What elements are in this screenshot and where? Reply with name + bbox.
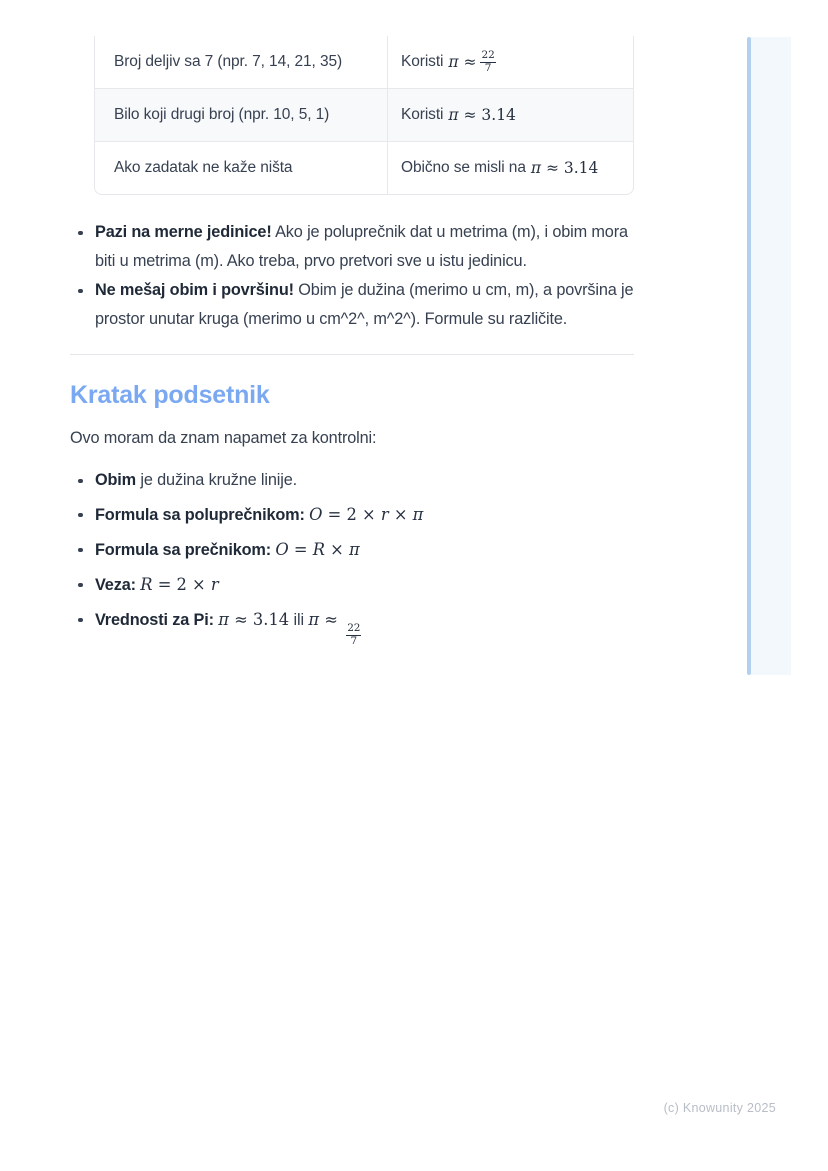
table-cell-condition	[95, 89, 388, 141]
condition-text: Broj deljiv sa 7 (npr. 7, 14, 21, 35)	[114, 53, 343, 70]
list-item	[70, 500, 642, 530]
table-cell-action	[388, 36, 633, 88]
section-divider	[70, 354, 634, 355]
pi-fraction	[480, 50, 495, 74]
list-item	[70, 535, 642, 565]
separator-text: ili	[293, 611, 304, 629]
table-row	[95, 141, 633, 194]
tips-list	[70, 218, 642, 334]
intro-paragraph: Ovo moram da znam napamet za kontrolni:	[70, 429, 377, 447]
list-item	[70, 570, 642, 600]
relation-math: R = 2 × r	[140, 575, 219, 594]
table-cell-condition	[95, 36, 388, 88]
tip-text: Obim je dužina (merimo u cm, m), a površina je prostor unutar kruga (merimo u cm^2^, m^2^). Formule su različite.	[95, 281, 634, 328]
formula-diameter-math: O = R × π	[275, 540, 360, 559]
footer-copyright: (c) Knowunity 2025	[663, 1101, 776, 1115]
fraction-numerator: 22	[481, 48, 495, 61]
section-heading: Kratak podsetnik	[70, 381, 270, 409]
pi-value-math: π ≈	[308, 610, 338, 629]
reminder-list	[70, 466, 642, 652]
reminder-bold-lead: Formula sa prečnikom:	[95, 541, 271, 559]
action-prefix: Obično se misli na	[401, 159, 526, 176]
condition-text: Bilo koji drugi broj (npr. 10, 5, 1)	[114, 106, 330, 123]
table-row	[95, 36, 633, 88]
list-item	[70, 605, 642, 647]
tip-text: Ako je poluprečnik dat u metrima (m), i obim mora biti u metrima (m). Ako treba, prvo pretvori sve u istu jedinicu.	[95, 223, 628, 270]
fraction-denominator: 7	[350, 634, 358, 647]
pi-fraction	[346, 623, 361, 647]
tip-bold-lead: Ne mešaj obim i površinu!	[95, 281, 294, 299]
reminder-bold-lead: Vrednosti za Pi:	[95, 611, 214, 629]
table-cell-action	[388, 89, 633, 141]
list-item	[70, 218, 642, 276]
list-item	[70, 276, 642, 334]
list-item	[70, 466, 642, 495]
action-prefix: Koristi	[401, 53, 444, 70]
formula-radius-math: O = 2 × r × π	[309, 505, 424, 524]
pi-value-math: π ≈ 3.14	[218, 610, 290, 629]
reminder-bold-lead: Obim	[95, 471, 137, 489]
action-prefix: Koristi	[401, 106, 444, 123]
edge-accent-panel	[751, 37, 791, 675]
pi-approx-math: π ≈ 3.14	[448, 106, 516, 124]
tip-bold-lead: Pazi na merne jedinice!	[95, 223, 272, 241]
pi-value-table	[94, 36, 634, 195]
table-cell-action	[388, 142, 633, 194]
table-row	[95, 88, 633, 141]
reminder-text: je dužina kružne linije.	[136, 471, 297, 489]
fraction-numerator: 22	[347, 622, 361, 634]
reminder-bold-lead: Veza:	[95, 576, 136, 594]
condition-text: Ako zadatak ne kaže ništa	[114, 159, 293, 176]
table-cell-condition	[95, 142, 388, 194]
pi-approx-math: π ≈	[448, 53, 477, 71]
fraction-denominator: 7	[484, 61, 492, 74]
pi-approx-math: π ≈ 3.14	[530, 159, 599, 177]
reminder-bold-lead: Formula sa poluprečnikom:	[95, 506, 305, 524]
